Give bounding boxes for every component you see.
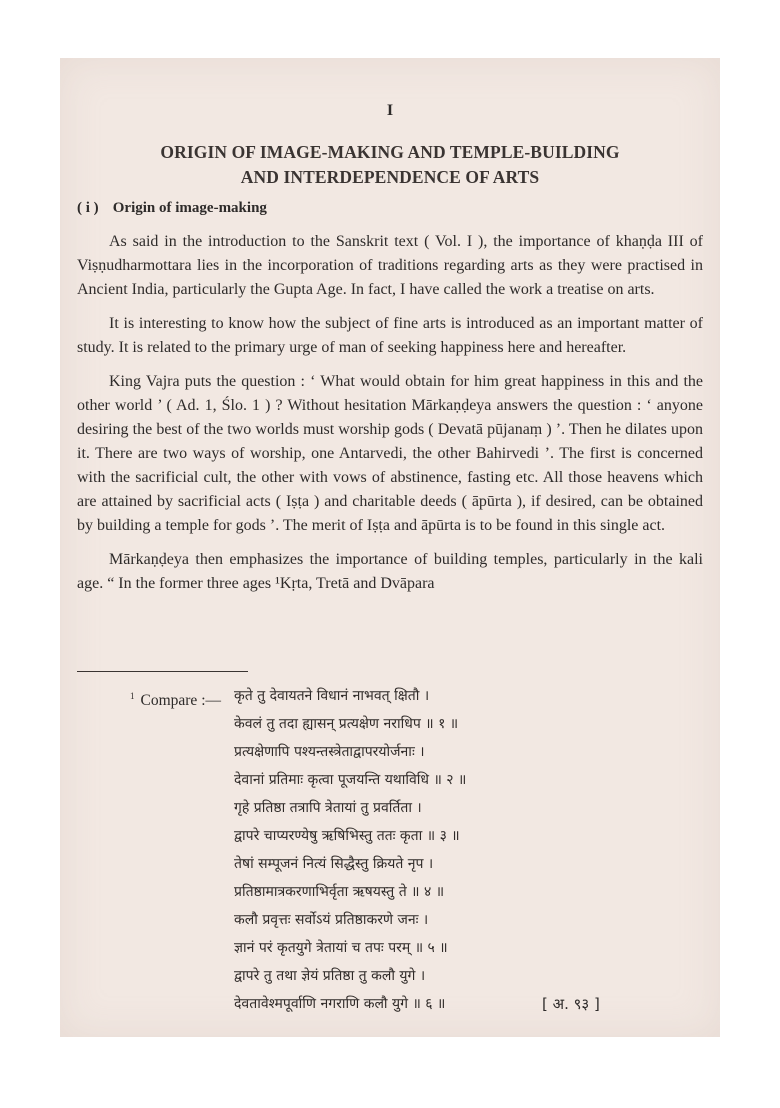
chapter-title-line-1: ORIGIN OF IMAGE-MAKING AND TEMPLE-BUILDING [160,142,620,162]
verse-line: केवलं तु तदा ह्यासन् प्रत्यक्षेण नराधिप ॥ १ ॥ [234,716,459,732]
section-title: Origin of image-making [112,200,267,216]
paragraph: It is interesting to know how the subject of fine arts is introduced as an important matter of study. It is related to the primary urge of man of seeking happiness here and hereafter. [77,315,703,356]
footnote-marker: 1 [130,691,135,701]
footnote-label [130,682,221,715]
verse-line: गृहे प्रतिष्ठा तत्रापि त्रेतायां तु प्रवर्तिता । [234,800,422,816]
verse-line: प्रत्यक्षेणापि पश्यन्तस्त्रेताद्वापरयोर्जनाः । [234,744,425,760]
verse-line: प्रतिष्ठामात्रकरणाभिर्वृता ऋषयस्तु ते ॥ ४ ॥ [234,884,445,900]
verse-line: देवानां प्रतिमाः कृत्वा पूजयन्ति यथाविधि ॥ २ ॥ [234,772,467,788]
verse-line: कलौ प्रवृत्तः सर्वोऽयं प्रतिष्ठाकरणे जनः । [234,912,429,928]
verse-line: देवतावेश्मपूर्वाणि नगराणि कलौ युगे ॥ ६ ॥ [234,996,446,1012]
verse-line: तेषां सम्पूजनं नित्यं सिद्धैस्तु क्रियते नृप । [234,856,434,872]
chapter-title-line-2: AND INTERDEPENDENCE OF ARTS [240,167,540,187]
chapter-title [60,140,720,190]
paragraph: Mārkaṇḍeya then emphasizes the importance of building temples, particularly in the kali age. “ In the former three ages ¹Kṛta, Tretā and Dvāpara [77,551,703,592]
book-page [60,58,720,1037]
verse-line: द्वापरे चाप्यरण्येषु ऋषिभिस्तु ततः कृता ॥ ३ ॥ [234,828,460,844]
body-text [77,230,703,606]
verse-line: ज्ञानं परं कृतयुगे त्रेतायां च तपः परम् ॥ ५ ॥ [234,940,448,956]
section-heading [77,200,267,217]
sanskrit-verses [234,682,466,1018]
section-number: ( i ) [77,200,99,216]
footnote-compare-label: Compare :— [140,692,221,709]
footnote-divider [77,671,248,672]
chapter-number: I [386,102,394,119]
paragraph: King Vajra puts the question : ‘ What would obtain for him great happiness in this and the other world ’ ( Ad. 1, Ślo. 1 ) ? Without hesitation Mārkaṇḍeya answers the question : ‘ anyone desiring the best of the two worlds must worship gods ( Devatā pūjanaṃ ) ’. Then he dilates upon it. There are two ways of worship, one Antarvedi, the other Bahirvedi ’. The first is concerned with the sacrificial cult, the other with vows of abstinence, fasting etc. All those heavens which are attained by sacrificial acts ( Iṣṭa ) and charitable deeds ( āpūrta ), if desired, can be obtained by building a temple for gods ’. The merit of Iṣṭa and āpūrta is to be found in this single act. [77,373,703,534]
verse-line: कृते तु देवायतने विधानं नाभवत् क्षितौ । [234,688,430,704]
chapter-reference: [ अ. ९३ ] [542,995,600,1013]
paragraph: As said in the introduction to the Sanskrit text ( Vol. I ), the importance of khaṇḍa III of Viṣṇudharmottara lies in the incorporation of traditions regarding arts as they were practised in Ancient India, particularly the Gupta Age. In fact, I have called the work a treatise on arts. [77,233,703,298]
verse-line: द्वापरे तु तथा ज्ञेयं प्रतिष्ठा तु कलौ युगे । [234,968,426,984]
